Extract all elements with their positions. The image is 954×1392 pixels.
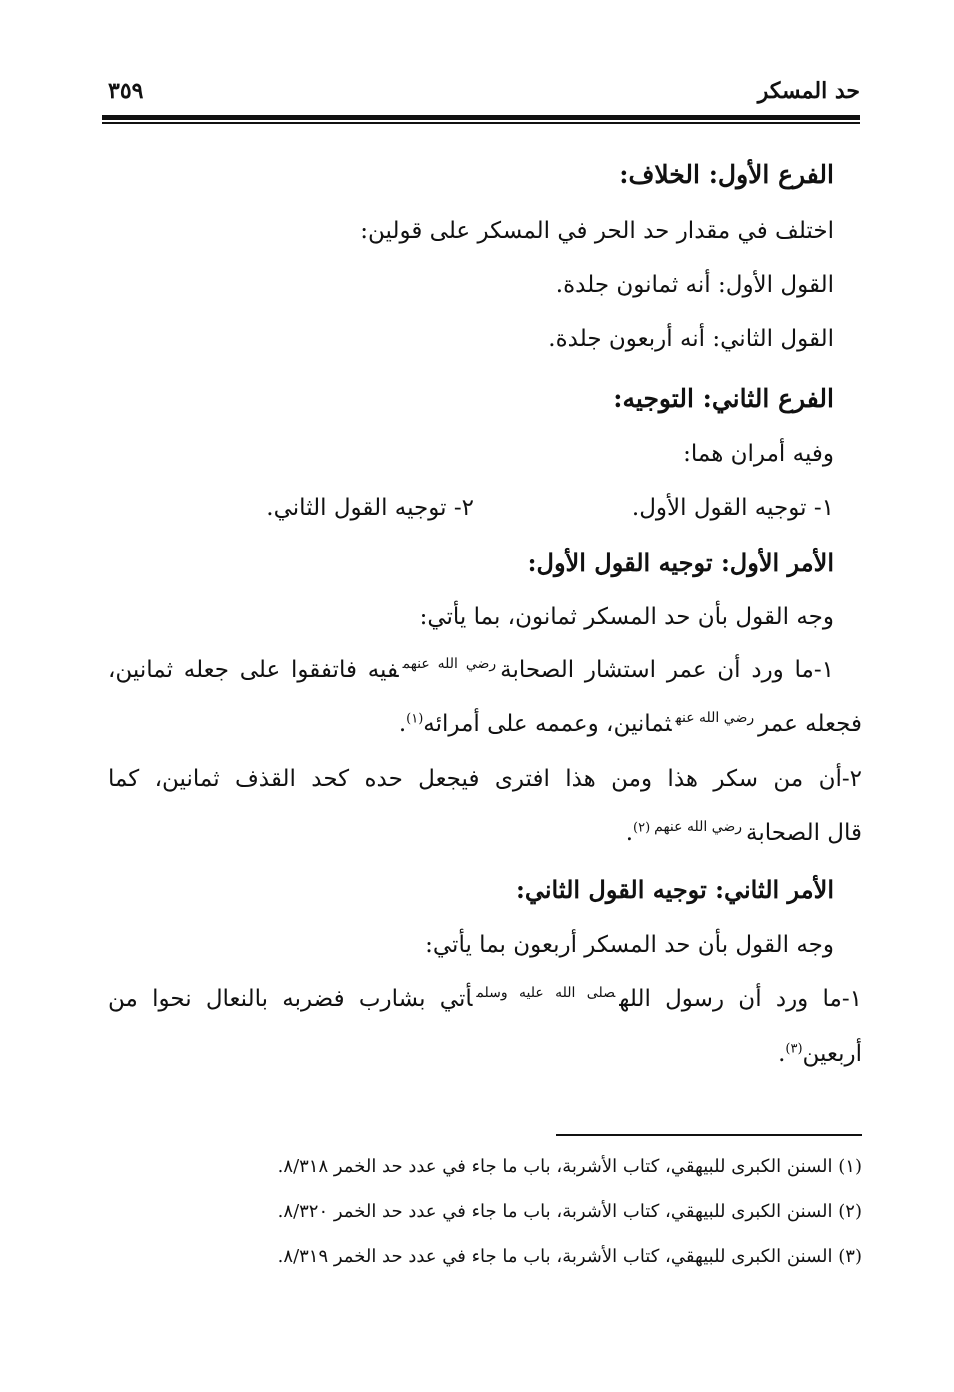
matter2-point1-line1 [108,986,862,1014]
branch1-intro: اختلف في مقدار حد الحر في المسكر على قولين: [360,218,834,244]
list-item-2: ٢- توجيه القول الثاني. [266,495,474,521]
opinion-1: القول الأول: أنه ثمانون جلدة. [555,272,834,298]
footnote-separator [556,1134,862,1136]
matter2-heading: الأمر الثاني: توجيه القول الثاني: [515,875,834,904]
footnote-2: (٢) السنن الكبرى للبيهقي، كتاب الأشربة، باب ما جاء في عدد حد الخمر ٨/٣٢٠. [277,1201,862,1222]
text-run: ثمانين، وعممه على أمرائه [423,711,672,737]
footnote-3: (٣) السنن الكبرى للبيهقي، كتاب الأشربة، باب ما جاء في عدد حد الخمر ٨/٣١٩. [277,1246,862,1267]
footnote-ref-1[interactable]: (١) [406,711,424,727]
matter2-intro: وجه القول بأن حد المسكر أربعون بما يأتي: [425,932,834,958]
list-item-1: ١- توجيه القول الأول. [631,495,834,521]
footnote-1: (١) السنن الكبرى للبيهقي، كتاب الأشربة، باب ما جاء في عدد حد الخمر ٨/٣١٨. [277,1156,862,1177]
text-run: فجعله عمر [758,711,862,737]
text-run: قال الصحابة [746,820,862,846]
matter1-point2-line2: قال الصحابة$^{رضي الله عنهم(٢)}$. [625,819,862,846]
honorific-glyph: صلى الله عليه وسلم [476,985,616,1002]
opinion-2: القول الثاني: أنه أربعون جلدة. [548,326,834,352]
text-run: فيه فاتفقوا على جعله ثمانين، [108,657,399,683]
matter1-point2-line1: ٢-أن من سكر هذا ومن هذا افترى فيجعل حده كحد القذف ثمانين، كما [108,766,862,792]
matter2-point1-line2: أربعين$^{(٣)}$. [778,1041,862,1067]
honorific-glyph: رضي الله عنهم [402,656,497,673]
text-run: أتي بشارب فضربه بالنعال نحوا من [108,986,473,1012]
branch1-heading: الفرع الأول: الخلاف: [619,160,834,189]
matter1-point1-line2: فجعله عمر$^{رضي الله عنه}$ثمانين، وعممه على أمرائه$^{(١)}$. [398,710,862,737]
matter1-point1-line1 [108,657,834,685]
honorific-glyph: رضي الله عنهم [654,819,743,836]
header-rule-thick [102,115,860,120]
honorific-glyph: رضي الله عنه [675,710,755,727]
footnote-ref-2[interactable]: (٢) [633,820,651,836]
branch2-intro: وفيه أمران هما: [683,441,834,467]
matter1-heading: الأمر الأول: توجيه القول الأول: [527,548,834,577]
branch2-heading: الفرع الثاني: التوجيه: [613,384,834,413]
page-number: ٣٥٩ [108,78,144,104]
header-rule-thin [102,122,860,124]
text-run: أربعين [802,1041,862,1067]
footnote-ref-3[interactable]: (٣) [785,1041,803,1057]
running-header-title: حد المسكر [757,78,860,104]
text-run: ١-ما ورد أن عمر استشار الصحابة [500,657,834,683]
matter1-intro: وجه القول بأن حد المسكر ثمانون، بما يأتي: [419,604,834,630]
text-run: ١-ما ورد أن رسول الله [619,986,862,1012]
